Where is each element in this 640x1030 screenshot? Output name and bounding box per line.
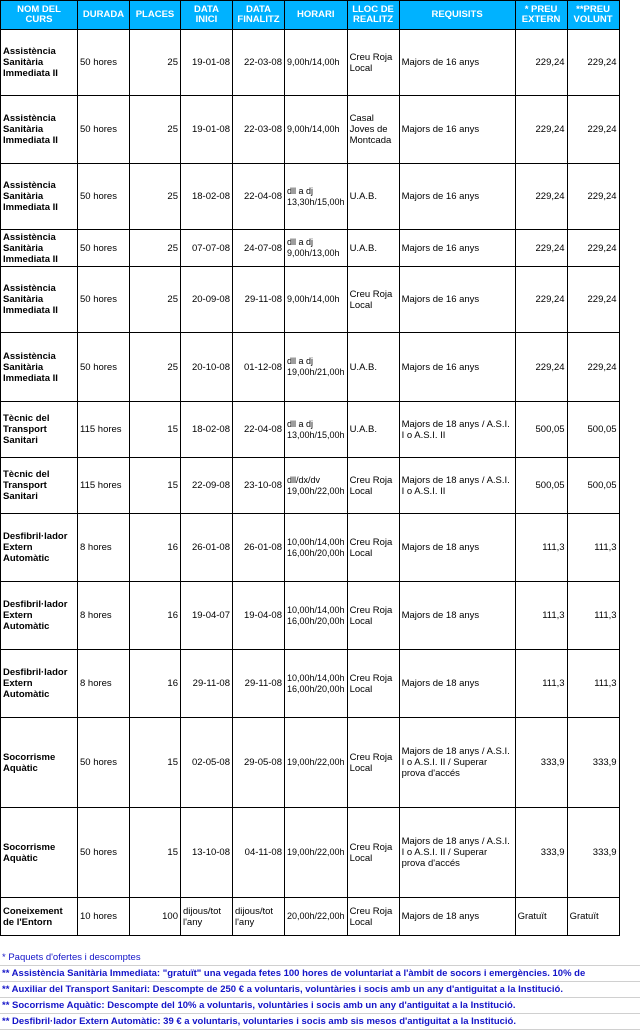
cell-preu-extern[interactable]: 229,24 xyxy=(515,30,567,96)
cell-preu-volunt[interactable]: 333,9 xyxy=(567,808,619,898)
cell-durada[interactable]: 115 hores xyxy=(78,402,130,458)
cell-preu-extern[interactable]: 500,05 xyxy=(515,402,567,458)
cell-preu-volunt[interactable]: 500,05 xyxy=(567,402,619,458)
table-row xyxy=(1,514,620,582)
cell-data-inici[interactable]: 19-04-07 xyxy=(181,582,233,650)
cell-lloc[interactable]: Creu Roja Local xyxy=(347,514,399,582)
cell-data-inici[interactable]: 29-11-08 xyxy=(181,650,233,718)
cell-durada[interactable]: 50 hores xyxy=(78,30,130,96)
cell-course-name[interactable]: Assistència Sanitària Immediata II xyxy=(1,267,78,333)
cell-horari[interactable]: 19,00h/22,00h xyxy=(285,808,348,898)
cell-requisits[interactable]: Majors de 16 anys xyxy=(399,96,515,164)
cell-places[interactable]: 15 xyxy=(130,402,181,458)
cell-lloc[interactable]: Creu Roja Local xyxy=(347,808,399,898)
cell-data-fi[interactable]: 24-07-08 xyxy=(233,230,285,267)
cell-course-name[interactable]: Coneixement de l'Entorn xyxy=(1,898,78,936)
cell-requisits[interactable]: Majors de 16 anys xyxy=(399,230,515,267)
table-row xyxy=(1,30,620,96)
footnotes xyxy=(0,950,640,1030)
cell-requisits[interactable]: Majors de 16 anys xyxy=(399,267,515,333)
table-row xyxy=(1,230,620,267)
cell-requisits[interactable]: Majors de 18 anys xyxy=(399,582,515,650)
cell-durada[interactable]: 50 hores xyxy=(78,267,130,333)
cell-places[interactable]: 25 xyxy=(130,164,181,230)
cell-data-inici[interactable]: 18-02-08 xyxy=(181,402,233,458)
cell-horari[interactable]: 9,00h/14,00h xyxy=(285,30,348,96)
footnote[interactable]: ** Auxiliar del Transport Sanitari: Descompte de 250 € a voluntaris, voluntàries i socis amb un any d'antiguitat a la Institució. xyxy=(0,982,640,998)
cell-data-inici[interactable]: 19-01-08 xyxy=(181,30,233,96)
cell-durada[interactable]: 50 hores xyxy=(78,96,130,164)
cell-places[interactable]: 25 xyxy=(130,30,181,96)
cell-data-inici[interactable]: 07-07-08 xyxy=(181,230,233,267)
cell-places[interactable]: 25 xyxy=(130,267,181,333)
cell-data-inici[interactable]: 20-09-08 xyxy=(181,267,233,333)
cell-lloc[interactable]: U.A.B. xyxy=(347,164,399,230)
cell-preu-extern[interactable]: Gratuït xyxy=(515,898,567,936)
cell-horari[interactable]: 10,00h/14,00h 16,00h/20,00h xyxy=(285,650,348,718)
cell-preu-volunt[interactable]: 500,05 xyxy=(567,458,619,514)
header-row xyxy=(1,1,620,30)
header-preu-extern[interactable]: * PREU EXTERN xyxy=(515,1,567,30)
cell-course-name[interactable]: Assistència Sanitària Immediata II xyxy=(1,96,78,164)
cell-horari[interactable]: dll a dj 13,00h/15,00h xyxy=(285,402,348,458)
cell-places[interactable]: 100 xyxy=(130,898,181,936)
cell-lloc[interactable]: U.A.B. xyxy=(347,402,399,458)
cell-durada[interactable]: 50 hores xyxy=(78,718,130,808)
table-row xyxy=(1,267,620,333)
cell-lloc[interactable]: Creu Roja Local xyxy=(347,718,399,808)
cell-course-name[interactable]: Assistència Sanitària Immediata II xyxy=(1,164,78,230)
header-lloc[interactable]: LLOC DE REALITZ xyxy=(347,1,399,30)
cell-preu-volunt[interactable]: 111,3 xyxy=(567,650,619,718)
cell-lloc[interactable]: Casal Joves de Montcada xyxy=(347,96,399,164)
cell-course-name[interactable]: Socorrisme Aquàtic xyxy=(1,718,78,808)
cell-durada[interactable]: 8 hores xyxy=(78,514,130,582)
cell-horari[interactable]: dll a dj 19,00h/21,00h xyxy=(285,333,348,402)
cell-data-fi[interactable]: 23-10-08 xyxy=(233,458,285,514)
cell-data-fi[interactable]: 29-11-08 xyxy=(233,267,285,333)
cell-lloc[interactable]: Creu Roja Local xyxy=(347,898,399,936)
cell-requisits[interactable]: Majors de 18 anys / A.S.I. I o A.S.I. II xyxy=(399,402,515,458)
cell-lloc[interactable]: U.A.B. xyxy=(347,230,399,267)
cell-places[interactable]: 16 xyxy=(130,514,181,582)
cell-durada[interactable]: 50 hores xyxy=(78,333,130,402)
cell-course-name[interactable]: Desfibril·lador Extern Automàtic xyxy=(1,650,78,718)
cell-preu-extern[interactable]: 333,9 xyxy=(515,718,567,808)
cell-lloc[interactable]: U.A.B. xyxy=(347,333,399,402)
cell-preu-volunt[interactable]: 111,3 xyxy=(567,514,619,582)
cell-places[interactable]: 25 xyxy=(130,230,181,267)
header-data-inici[interactable]: DATA INICI xyxy=(181,1,233,30)
cell-horari[interactable]: dll a dj 9,00h/13,00h xyxy=(285,230,348,267)
cell-data-fi[interactable]: 22-03-08 xyxy=(233,96,285,164)
cell-preu-volunt[interactable]: Gratuït xyxy=(567,898,619,936)
cell-durada[interactable]: 8 hores xyxy=(78,650,130,718)
cell-durada[interactable]: 50 hores xyxy=(78,808,130,898)
cell-data-fi[interactable]: 22-03-08 xyxy=(233,30,285,96)
footnote[interactable]: * Paquets d'ofertes i descomptes xyxy=(0,950,640,966)
cell-course-name[interactable]: Desfibril·lador Extern Automàtic xyxy=(1,582,78,650)
cell-horari[interactable]: 9,00h/14,00h xyxy=(285,267,348,333)
cell-durada[interactable]: 50 hores xyxy=(78,164,130,230)
cell-data-inici[interactable]: 26-01-08 xyxy=(181,514,233,582)
cell-places[interactable]: 15 xyxy=(130,718,181,808)
cell-requisits[interactable]: Majors de 16 anys xyxy=(399,30,515,96)
table-row xyxy=(1,458,620,514)
table-row xyxy=(1,808,620,898)
table-row xyxy=(1,718,620,808)
cell-lloc[interactable]: Creu Roja Local xyxy=(347,458,399,514)
cell-durada[interactable]: 115 hores xyxy=(78,458,130,514)
header-durada[interactable]: DURADA xyxy=(78,1,130,30)
cell-data-fi[interactable]: 26-01-08 xyxy=(233,514,285,582)
cell-data-fi[interactable]: 29-05-08 xyxy=(233,718,285,808)
cell-places[interactable]: 15 xyxy=(130,458,181,514)
footnote[interactable]: ** Desfibril·lador Extern Automàtic: 39 € a voluntaris, voluntaries i socis amb sis mesos d'antiguitat a la Institució. xyxy=(0,1014,640,1030)
header-horari[interactable]: HORARI xyxy=(285,1,348,30)
cell-requisits[interactable]: Majors de 18 anys xyxy=(399,898,515,936)
cell-horari[interactable]: 10,00h/14,00h 16,00h/20,00h xyxy=(285,582,348,650)
cell-horari[interactable]: 19,00h/22,00h xyxy=(285,718,348,808)
cell-data-fi[interactable]: 22-04-08 xyxy=(233,164,285,230)
cell-data-inici[interactable]: 19-01-08 xyxy=(181,96,233,164)
table-row xyxy=(1,582,620,650)
cell-horari[interactable]: 10,00h/14,00h 16,00h/20,00h xyxy=(285,514,348,582)
cell-course-name[interactable]: Assistència Sanitària Immediata II xyxy=(1,30,78,96)
cell-preu-volunt[interactable]: 229,24 xyxy=(567,30,619,96)
table-row xyxy=(1,96,620,164)
cell-durada[interactable]: 50 hores xyxy=(78,230,130,267)
cell-data-inici[interactable]: 13-10-08 xyxy=(181,808,233,898)
cell-requisits[interactable]: Majors de 18 anys xyxy=(399,650,515,718)
footnote[interactable]: ** Socorrisme Aquàtic: Descompte del 10% a voluntaris, voluntàries i socis amb un any d'antiguitat a la Institució. xyxy=(0,998,640,1014)
cell-data-fi[interactable]: dijous/tot l'any xyxy=(233,898,285,936)
header-nom[interactable]: NOM DEL CURS xyxy=(1,1,78,30)
cell-course-name[interactable]: Desfibril·lador Extern Automàtic xyxy=(1,514,78,582)
cell-preu-extern[interactable]: 333,9 xyxy=(515,808,567,898)
cell-durada[interactable]: 10 hores xyxy=(78,898,130,936)
header-places[interactable]: PLACES xyxy=(130,1,181,30)
header-preu-volunt[interactable]: **PREU VOLUNT xyxy=(567,1,619,30)
cell-preu-volunt[interactable]: 229,24 xyxy=(567,164,619,230)
cell-durada[interactable]: 8 hores xyxy=(78,582,130,650)
cell-course-name[interactable]: Tècnic del Transport Sanitari xyxy=(1,458,78,514)
cell-lloc[interactable]: Creu Roja Local xyxy=(347,650,399,718)
cell-data-fi[interactable]: 19-04-08 xyxy=(233,582,285,650)
cell-preu-extern[interactable]: 111,3 xyxy=(515,650,567,718)
table-row xyxy=(1,650,620,718)
header-data-finalitz[interactable]: DATA FINALITZ xyxy=(233,1,285,30)
cell-preu-extern[interactable]: 229,24 xyxy=(515,96,567,164)
cell-horari[interactable]: dll/dx/dv 19,00h/22,00h xyxy=(285,458,348,514)
cell-lloc[interactable]: Creu Roja Local xyxy=(347,30,399,96)
cell-course-name[interactable]: Assistència Sanitària Immediata II xyxy=(1,230,78,267)
cell-course-name[interactable]: Tècnic del Transport Sanitari xyxy=(1,402,78,458)
cell-requisits[interactable]: Majors de 18 anys / A.S.I. I o A.S.I. II / Superar prova d'accés xyxy=(399,808,515,898)
cell-data-fi[interactable]: 01-12-08 xyxy=(233,333,285,402)
cell-data-fi[interactable]: 04-11-08 xyxy=(233,808,285,898)
cell-lloc[interactable]: Creu Roja Local xyxy=(347,582,399,650)
cell-preu-extern[interactable]: 229,24 xyxy=(515,230,567,267)
cell-preu-volunt[interactable]: 229,24 xyxy=(567,267,619,333)
cell-data-inici[interactable]: 22-09-08 xyxy=(181,458,233,514)
cell-data-inici[interactable]: dijous/tot l'any xyxy=(181,898,233,936)
cell-preu-extern[interactable]: 500,05 xyxy=(515,458,567,514)
cell-course-name[interactable]: Assistència Sanitària Immediata II xyxy=(1,333,78,402)
cell-lloc[interactable]: Creu Roja Local xyxy=(347,267,399,333)
cell-data-fi[interactable]: 22-04-08 xyxy=(233,402,285,458)
cell-places[interactable]: 15 xyxy=(130,808,181,898)
cell-places[interactable]: 16 xyxy=(130,582,181,650)
cell-preu-volunt[interactable]: 229,24 xyxy=(567,96,619,164)
table-row xyxy=(1,898,620,936)
table-row xyxy=(1,402,620,458)
cell-places[interactable]: 16 xyxy=(130,650,181,718)
cell-requisits[interactable]: Majors de 18 anys / A.S.I. I o A.S.I. II / Superar prova d'accés xyxy=(399,718,515,808)
cell-places[interactable]: 25 xyxy=(130,96,181,164)
cell-data-inici[interactable]: 18-02-08 xyxy=(181,164,233,230)
cell-preu-extern[interactable]: 111,3 xyxy=(515,514,567,582)
cell-horari[interactable]: 9,00h/14,00h xyxy=(285,96,348,164)
cell-requisits[interactable]: Majors de 16 anys xyxy=(399,333,515,402)
cell-horari[interactable]: 20,00h/22,00h xyxy=(285,898,348,936)
cell-preu-extern[interactable]: 229,24 xyxy=(515,267,567,333)
cell-data-fi[interactable]: 29-11-08 xyxy=(233,650,285,718)
cell-requisits[interactable]: Majors de 18 anys / A.S.I. I o A.S.I. II xyxy=(399,458,515,514)
header-requisits[interactable]: REQUISITS xyxy=(399,1,515,30)
cell-data-inici[interactable]: 20-10-08 xyxy=(181,333,233,402)
cell-preu-volunt[interactable]: 229,24 xyxy=(567,230,619,267)
cell-requisits[interactable]: Majors de 16 anys xyxy=(399,164,515,230)
cell-data-inici[interactable]: 02-05-08 xyxy=(181,718,233,808)
table-row xyxy=(1,333,620,402)
cell-places[interactable]: 25 xyxy=(130,333,181,402)
cell-horari[interactable]: dll a dj 13,30h/15,00h xyxy=(285,164,348,230)
footnote[interactable]: ** Assistència Sanitària Immediata: "gratuït" una vegada fetes 100 hores de voluntariat a l'àmbit de socors i emergències. 10% de xyxy=(0,966,640,982)
cell-course-name[interactable]: Socorrisme Aquàtic xyxy=(1,808,78,898)
cell-preu-extern[interactable]: 111,3 xyxy=(515,582,567,650)
cell-preu-volunt[interactable]: 111,3 xyxy=(567,582,619,650)
cell-preu-extern[interactable]: 229,24 xyxy=(515,333,567,402)
table-row xyxy=(1,164,620,230)
cell-preu-volunt[interactable]: 333,9 xyxy=(567,718,619,808)
cell-requisits[interactable]: Majors de 18 anys xyxy=(399,514,515,582)
cell-preu-extern[interactable]: 229,24 xyxy=(515,164,567,230)
cell-preu-volunt[interactable]: 229,24 xyxy=(567,333,619,402)
